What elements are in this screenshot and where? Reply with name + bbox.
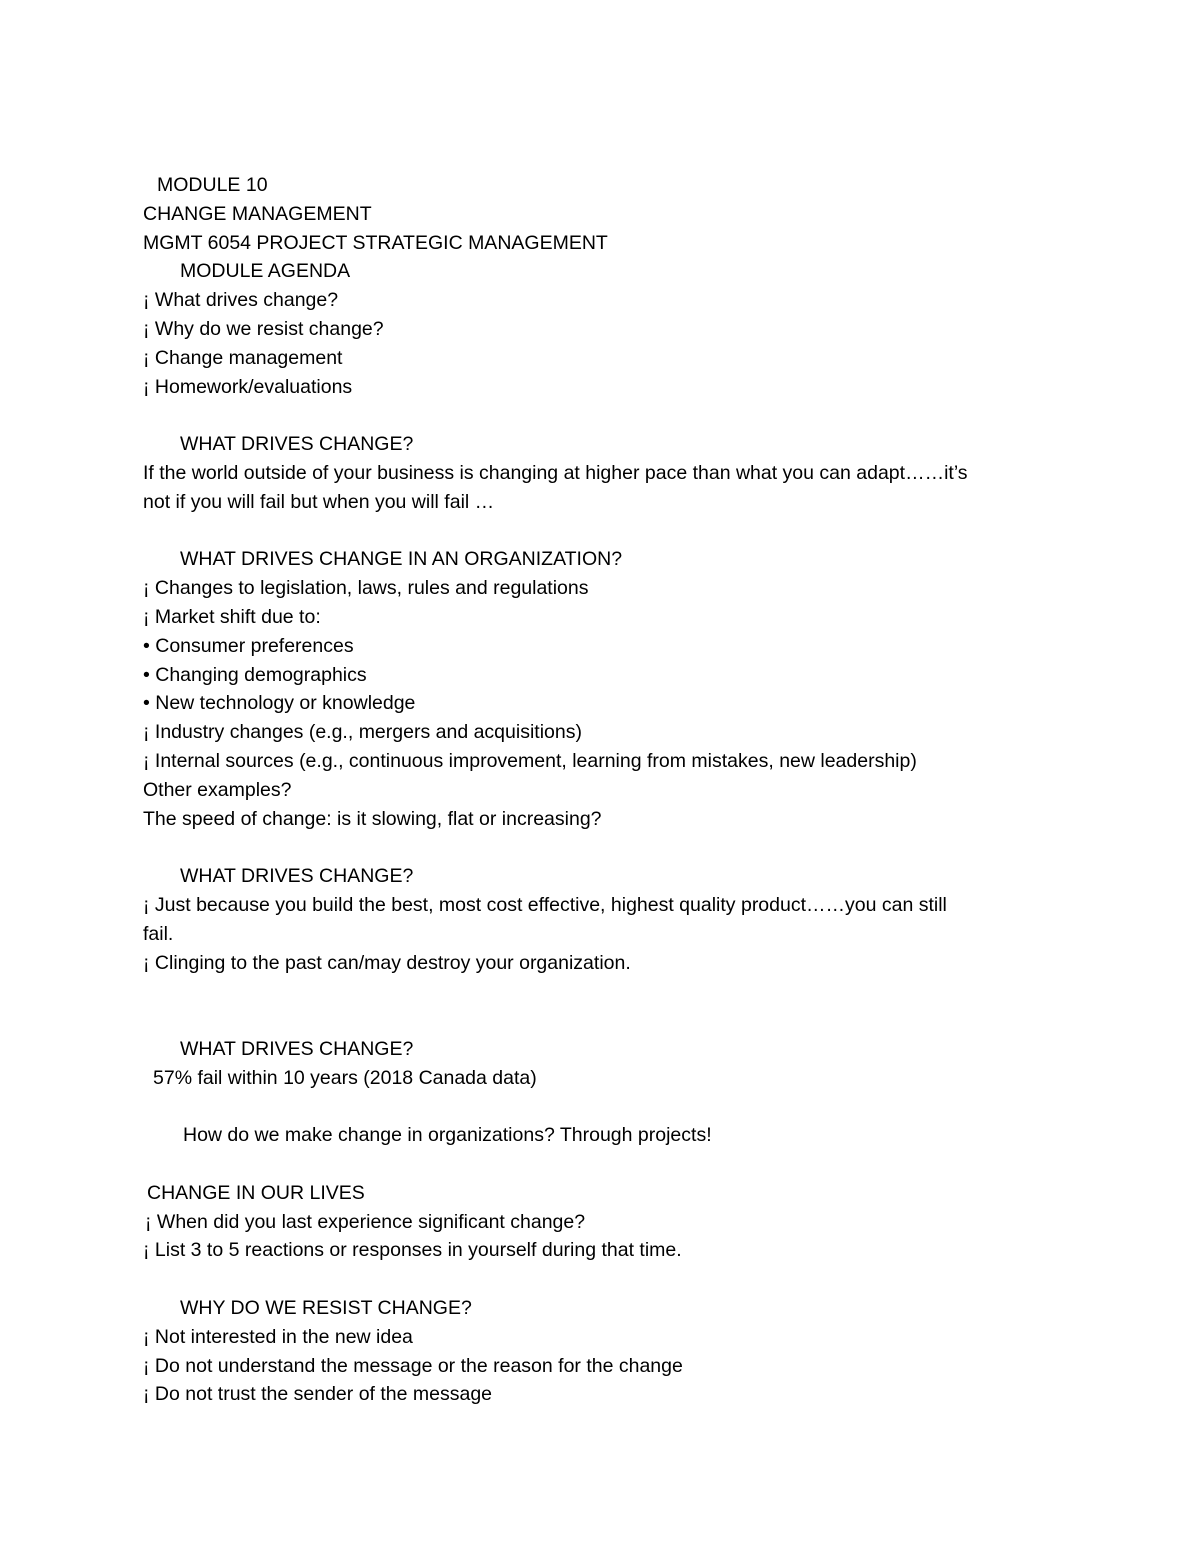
list-item: ¡ When did you last experience significant change? (145, 1210, 586, 1233)
agenda-item: ¡ Change management (143, 346, 343, 369)
course-title: MGMT 6054 PROJECT STRATEGIC MANAGEMENT (143, 231, 608, 254)
spacer (143, 1265, 1073, 1294)
list-item: ¡ Not interested in the new idea (143, 1325, 413, 1348)
paragraph-line: If the world outside of your business is changing at higher pace than what you can adapt……it’s (143, 461, 968, 484)
list-item: • Changing demographics (143, 663, 367, 686)
list-item: Other examples? (143, 778, 292, 801)
module-subtitle: CHANGE MANAGEMENT (143, 202, 372, 225)
question-line: How do we make change in organizations? Through projects! (183, 1124, 712, 1147)
document-body (143, 171, 1073, 1409)
section-heading: WHAT DRIVES CHANGE IN AN ORGANIZATION? (180, 548, 623, 571)
section-heading: WHAT DRIVES CHANGE? (180, 433, 414, 456)
list-item: ¡ Industry changes (e.g., mergers and acquisitions) (143, 721, 582, 744)
spacer (143, 517, 1073, 546)
list-item: ¡ Do not understand the message or the reason for the change (143, 1354, 683, 1377)
list-item: ¡ Just because you build the best, most cost effective, highest quality product……you can still (143, 893, 947, 916)
spacer (143, 833, 1073, 862)
spacer (143, 977, 1073, 1035)
list-item: ¡ Internal sources (e.g., continuous improvement, learning from mistakes, new leadership) (143, 749, 917, 772)
list-item: ¡ List 3 to 5 reactions or responses in yourself during that time. (143, 1239, 682, 1262)
list-item: fail. (143, 922, 174, 945)
list-item: ¡ Market shift due to: (143, 605, 321, 628)
agenda-item: ¡ Homework/evaluations (143, 375, 353, 398)
section-heading: WHAT DRIVES CHANGE? (180, 1037, 414, 1060)
spacer (143, 1093, 1073, 1122)
agenda-item: ¡ Why do we resist change? (143, 317, 384, 340)
list-item: • New technology or knowledge (143, 692, 416, 715)
agenda-item: ¡ What drives change? (143, 289, 339, 312)
agenda-heading: MODULE AGENDA (180, 260, 351, 283)
spacer (143, 401, 1073, 430)
list-item: The speed of change: is it slowing, flat or increasing? (143, 807, 602, 830)
section-heading: WHY DO WE RESIST CHANGE? (180, 1297, 472, 1320)
statistic-line: 57% fail within 10 years (2018 Canada data) (153, 1066, 537, 1089)
section-heading: WHAT DRIVES CHANGE? (180, 865, 414, 888)
section-heading: CHANGE IN OUR LIVES (147, 1181, 365, 1204)
module-title: MODULE 10 (157, 174, 268, 196)
list-item: ¡ Do not trust the sender of the message (143, 1383, 493, 1406)
list-item: ¡ Changes to legislation, laws, rules and regulations (143, 577, 589, 600)
spacer (143, 1150, 1073, 1179)
list-item: ¡ Clinging to the past can/may destroy your organization. (143, 951, 631, 974)
list-item: • Consumer preferences (143, 634, 354, 657)
paragraph-line: not if you will fail but when you will fail … (143, 490, 495, 513)
